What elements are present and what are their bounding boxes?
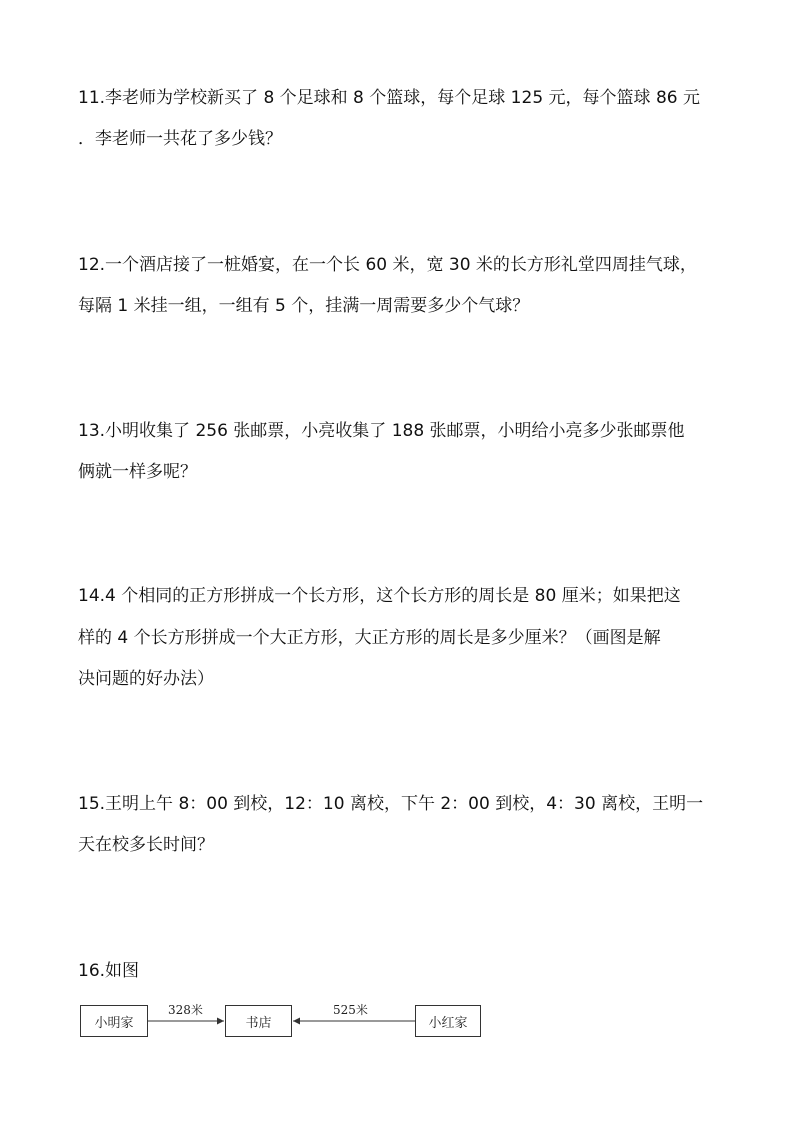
distance-left-label: 328米 [168,1003,203,1017]
question-16-line-1: 16.如图 [78,961,140,981]
question-12-line-2: 每隔 1 米挂一组，一组有 5 个，挂满一周需要多少个气球？ [78,296,530,316]
question-14-line-3: 决问题的好办法） [78,669,214,689]
question-13-line-2: 俩就一样多呢？ [78,462,197,482]
question-15-line-2: 天在校多长时间？ [78,835,214,855]
route-diagram [78,995,488,1045]
question-14-line-2: 样的 4 个长方形拼成一个大正方形，大正方形的周长是多少厘米？（画图是解 [78,628,661,648]
xiaoming-home-box: 小明家 [80,1005,148,1037]
question-13-line-1: 13.小明收集了 256 张邮票，小亮收集了 188 张邮票，小明给小亮多少张邮票他 [78,421,685,441]
question-11-line-1: 11.李老师为学校新买了 8 个足球和 8 个篮球，每个足球 125 元，每个篮球 86 元 [78,88,700,108]
question-12-line-1: 12.一个酒店接了一桩婚宴，在一个长 60 米，宽 30 米的长方形礼堂四周挂气球， [78,255,697,275]
question-14-line-1: 14.4 个相同的正方形拼成一个长方形，这个长方形的周长是 80 厘米；如果把这 [78,586,681,606]
bookstore-box: 书店 [225,1005,292,1037]
question-15-line-1: 15.王明上午 8：00 到校，12：10 离校，下午 2：00 到校，4：30 离校，王明一 [78,794,704,814]
xiaohong-home-box: 小红家 [415,1005,481,1037]
distance-right-label: 525米 [333,1003,368,1017]
question-11-line-2: ．李老师一共花了多少钱？ [78,129,282,149]
